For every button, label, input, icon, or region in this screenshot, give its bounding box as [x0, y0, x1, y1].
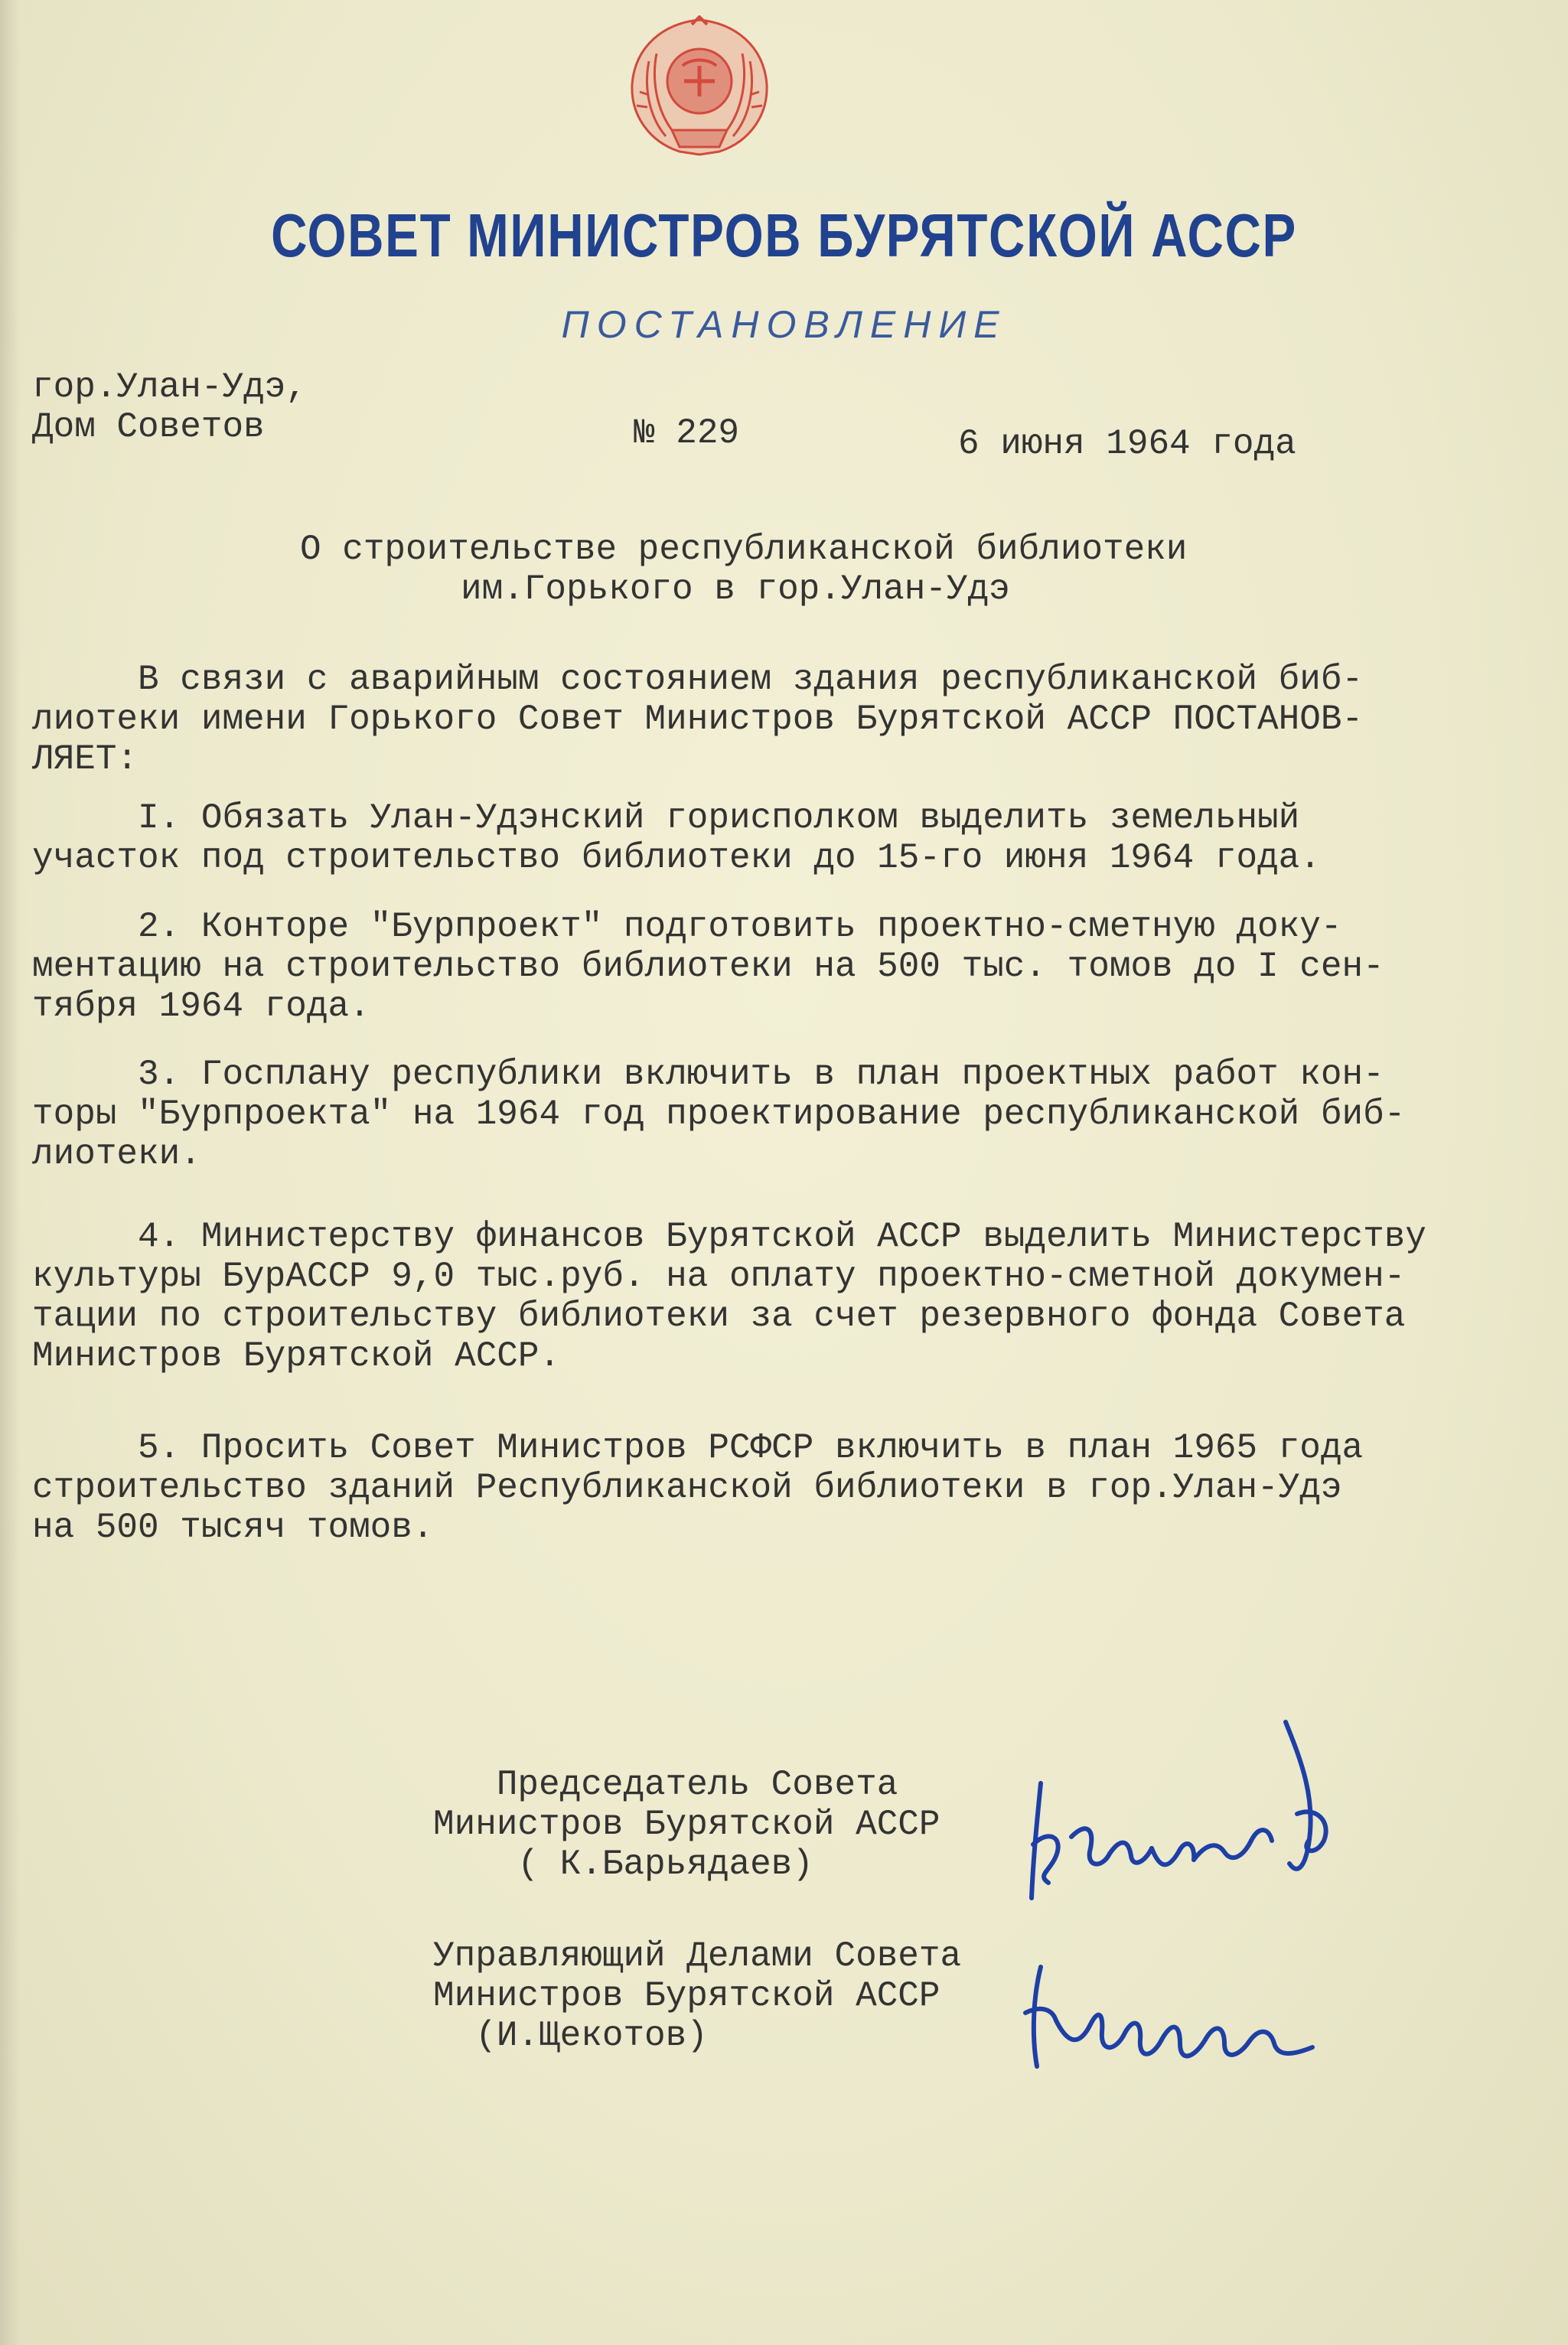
document-date: 6 июня 1964 года — [958, 424, 1296, 464]
document-number: № 229 — [634, 413, 740, 453]
subject-line-2: им.Горького в гор.Улан-Удэ — [461, 569, 1010, 609]
organization-title: СОВЕТ МИНИСТРОВ БУРЯТСКОЙ АССР — [271, 201, 1297, 269]
item-2-paragraph: 2. Конторе "Бурпроект" подготовить проектно-сметную доку- ментацию на строительство библиотеки на 500 тыс. томов до I сен- тября 1964 года. — [32, 907, 1384, 1026]
manager-handwritten-signature — [1010, 1936, 1332, 2112]
item-1-paragraph: I. Обязать Улан-Удэнский горисполком выделить земельный участок под строительство библиотеки до 15-го июня 1964 года. — [32, 798, 1321, 878]
scan-shadow-edge — [0, 0, 20, 2345]
intro-paragraph: В связи с аварийным состоянием здания республиканской биб- лиотеки имени Горького Совет Министров Бурятской АССР ПОСТАНОВ- ЛЯЕТ: — [32, 660, 1364, 779]
place-line-2: Дом Советов — [32, 407, 265, 447]
chairman-signature-block: Председатель Совета Министров Бурятской АССР ( К.Барьядаев) — [433, 1765, 940, 1884]
item-4-paragraph: 4. Министерству финансов Бурятской АССР выделить Министерству культуры БурАССР 9,0 тыс.руб. на оплату проектно-сметной докумен- тации по строительству библиотеки за счет резервного фонда Совета Министров Бурятской АССР. — [32, 1217, 1426, 1376]
item-5-paragraph: 5. Просить Совет Министров РСФСР включить в план 1965 года строительство зданий Республиканской библиотеки в гор.Улан-Удэ на 500 тысяч томов. — [32, 1428, 1364, 1548]
item-3-paragraph: 3. Госплану республики включить в план проектных работ кон- торы "Бурпроекта" на 1964 год проектирование республиканской биб- лиотеки. — [32, 1055, 1406, 1174]
coat-of-arms-icon — [618, 15, 781, 157]
place-line-1: гор.Улан-Удэ, — [32, 367, 307, 407]
document-type: ПОСТАНОВЛЕНИЕ — [561, 303, 1007, 346]
chairman-handwritten-signature — [995, 1691, 1377, 1921]
manager-signature-block: Управляющий Делами Совета Министров Бурятской АССР (И.Щекотов) — [433, 1936, 962, 2056]
subject-line-1: О строительстве республиканской библиотеки — [300, 530, 1188, 569]
